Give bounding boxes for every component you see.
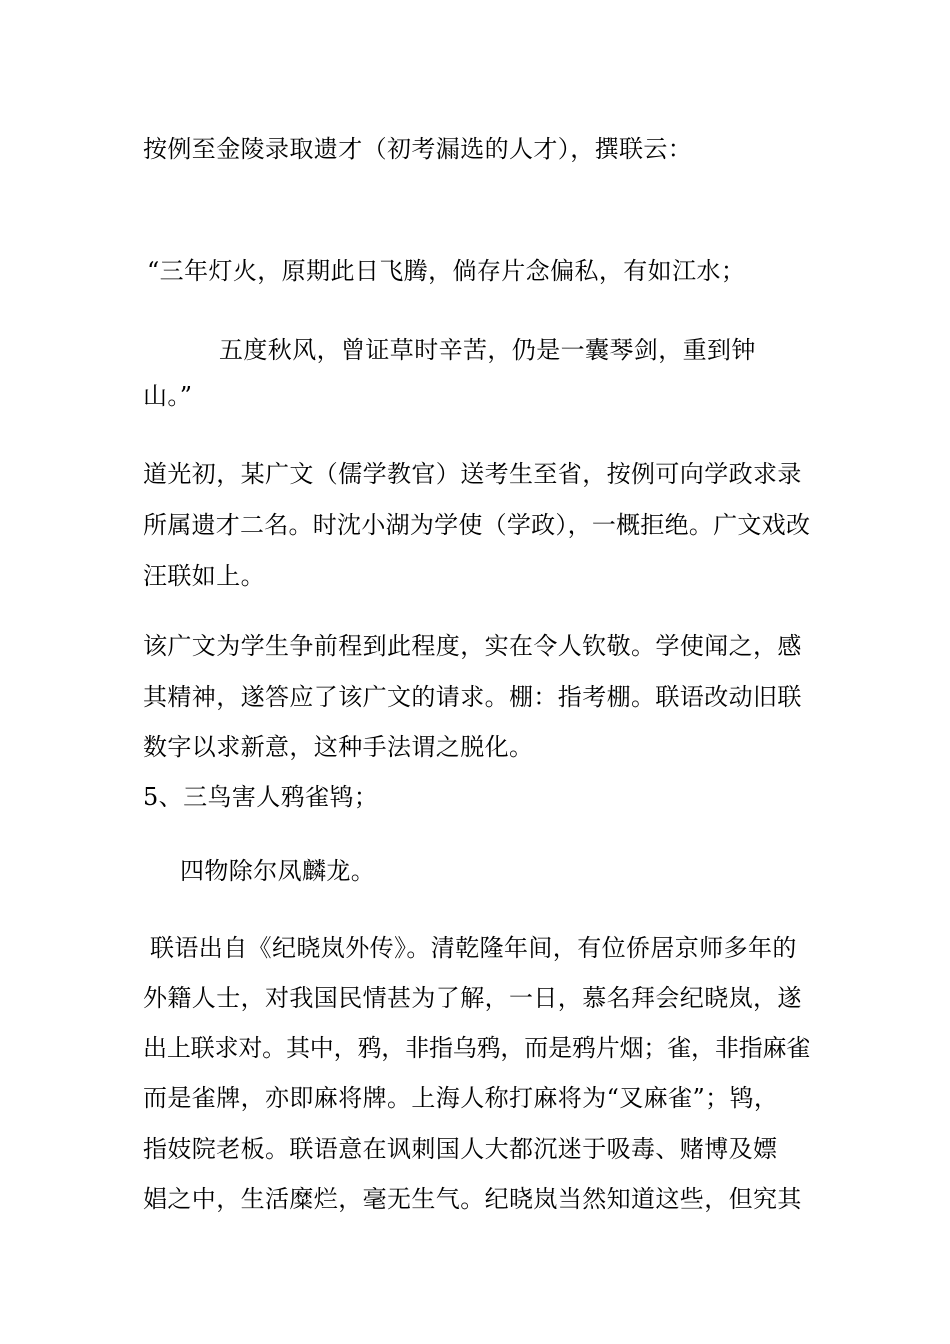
couplet-second-line: 五度秋风，曾证草时辛苦，仍是一囊琴剑，重到钟	[219, 336, 756, 364]
couplet-second-line-end: 山。”	[143, 382, 193, 410]
text-line-intro: 按例至金陵录取遗才（初考漏选的人才），撰联云：	[143, 135, 693, 163]
numbered-couplet-second-line: 四物除尔凤麟龙。	[180, 857, 376, 885]
paragraph-line: 联语出自《纪晓岚外传》。清乾隆年间，有位侨居京师多年的	[150, 934, 797, 962]
paragraph-line: 数字以求新意，这种手法谓之脱化。	[143, 733, 534, 761]
paragraph-line: 出上联求对。其中，鸦，非指乌鸦，而是鸦片烟；雀，非指麻雀	[143, 1034, 811, 1062]
paragraph-line: 而是雀牌，亦即麻将牌。上海人称打麻将为“叉麻雀”；鸨，	[143, 1084, 779, 1112]
paragraph-line: 道光初，某广文（儒学教官）送考生至省，按例可向学政求录	[143, 460, 802, 488]
couplet-first-line: “三年灯火，原期此日飞腾，倘存片念偏私，有如江水；	[147, 257, 746, 285]
paragraph-line: 指妓院老板。联语意在讽刺国人大都沉迷于吸毒、赌博及嫖	[143, 1135, 778, 1163]
paragraph-line: 娼之中，生活糜烂，毫无生气。纪晓岚当然知道这些，但究其	[143, 1185, 802, 1213]
numbered-couplet-line: 5、三鸟害人鸦雀鸨；	[143, 783, 379, 811]
paragraph-line: 该广文为学生争前程到此程度，实在令人钦敬。学使闻之，感	[143, 632, 802, 660]
paragraph-line: 汪联如上。	[143, 562, 265, 590]
paragraph-line: 其精神，遂答应了该广文的请求。棚：指考棚。联语改动旧联	[143, 683, 802, 711]
paragraph-line: 外籍人士，对我国民情甚为了解，一日，慕名拜会纪晓岚，遂	[143, 984, 802, 1012]
paragraph-line: 所属遗才二名。时沈小湖为学使（学政），一概拒绝。广文戏改	[143, 511, 811, 539]
